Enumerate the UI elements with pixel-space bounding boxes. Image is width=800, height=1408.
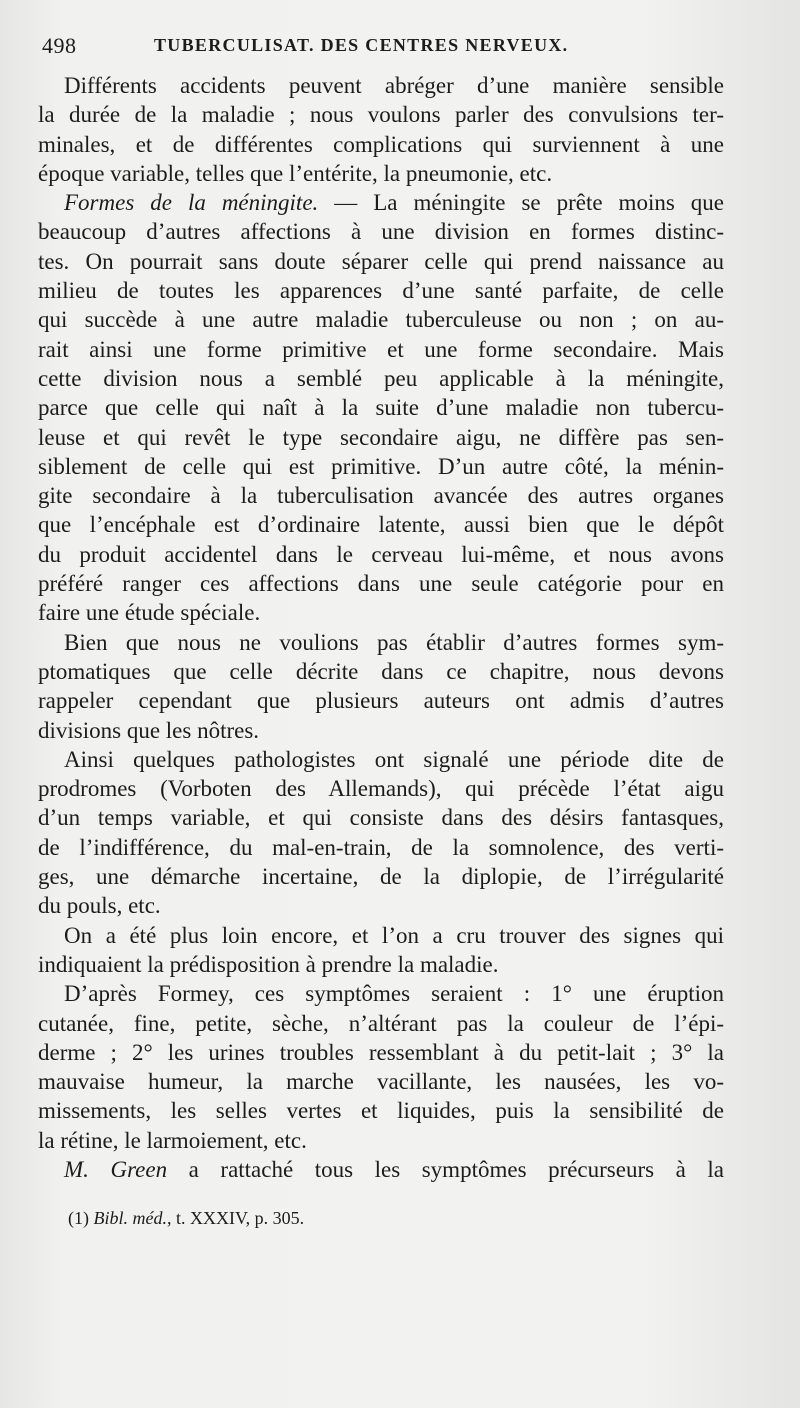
text-line: cutanée, fine, petite, sèche, n’altérant pas la couleur de l’épi- [38, 1010, 724, 1036]
text-line: indiquaient la prédisposition à prendre la maladie. [38, 951, 499, 977]
text-line: prodromes (Vorboten des Allemands), qui précède l’état aigu [38, 776, 724, 802]
text-line: leuse et qui revêt le type secondaire aigu, ne diffère pas sen- [38, 424, 724, 450]
page-header [42, 33, 722, 63]
text-line: tes. On pourrait sans doute séparer celle qui prend naissance au [38, 248, 724, 274]
text-line: siblement de celle qui est primitive. D’un autre côté, la ménin- [38, 453, 724, 479]
footnote-marker: (1) [68, 1208, 89, 1228]
text-line: rappeler cependant que plusieurs auteurs ont admis d’autres [38, 688, 724, 714]
text-line: mauvaise humeur, la marche vacillante, les nausées, les vo- [38, 1069, 724, 1095]
footnote [68, 1208, 304, 1229]
text-line: ptomatiques que celle décrite dans ce chapitre, nous devons [38, 658, 724, 684]
italic-phrase: M. Green [64, 1156, 168, 1182]
text-line: Ainsi quelques pathologistes ont signalé une période dite de [64, 746, 724, 772]
text-line: rait ainsi une forme primitive et une forme secondaire. Mais [38, 336, 724, 362]
running-title: TUBERCULISAT. DES CENTRES NERVEUX. [154, 35, 569, 55]
text-line: parce que celle qui naît à la suite d’une maladie non tubercu- [38, 395, 724, 421]
text-line: du pouls, etc. [38, 893, 161, 919]
text-line: D’après Formey, ces symptômes seraient : 1° une éruption [64, 981, 724, 1007]
text-line: milieu de toutes les apparences d’une santé parfaite, de celle [38, 278, 724, 304]
text-line: divisions que les nôtres. [38, 717, 260, 743]
text-line: d’un temps variable, et qui consiste dans des désirs fantasques, [38, 805, 724, 831]
text-line: gite secondaire à la tuberculisation avancée des autres organes [38, 483, 724, 509]
text-line: époque variable, telles que l’entérite, la pneumonie, etc. [38, 160, 553, 186]
text-line: Bien que nous ne voulions pas établir d’autres formes sym- [64, 629, 724, 655]
text-line: beaucoup d’autres affections à une division en formes distinc- [38, 219, 724, 245]
text-line: minales, et de différentes complications qui surviennent à une [38, 131, 724, 157]
text-line: préféré ranger ces affections dans une seule catégorie pour en [38, 571, 724, 597]
text-line: Formes de la méningite. — La méningite se prête moins que [64, 190, 724, 216]
text-line: derme ; 2° les urines troubles ressemblant à du petit-lait ; 3° la [38, 1039, 724, 1065]
text-line: la durée de la maladie ; nous voulons parler des convulsions ter- [38, 102, 724, 128]
italic-phrase: Formes de la méningite. [64, 190, 319, 216]
text-line: du produit accidentel dans le cerveau lui-même, et nous avons [38, 541, 724, 567]
text-line: de l’indifférence, du mal-en-train, de la somnolence, des verti- [38, 834, 724, 860]
page-number: 498 [42, 33, 77, 58]
text-line: ges, une démarche incertaine, de la diplopie, de l’irrégularité [38, 864, 724, 890]
text-line: missements, les selles vertes et liquides, puis la sensibilité de [38, 1098, 724, 1124]
body-text [38, 71, 724, 1184]
text-line: faire une étude spéciale. [38, 600, 261, 626]
text-line: la rétine, le larmoiement, etc. [38, 1127, 307, 1153]
text-line: qui succède à une autre maladie tuberculeuse ou non ; on au- [38, 307, 724, 333]
text-line: M. Green a rattaché tous les symptômes précurseurs à la [64, 1156, 724, 1182]
text-line: cette division nous a semblé peu applicable à la méningite, [38, 365, 724, 391]
footnote-source: Bibl. méd. [93, 1208, 167, 1228]
text-line: que l’encéphale est d’ordinaire latente, aussi bien que le dépôt [38, 512, 724, 538]
text-line: Différents accidents peuvent abréger d’une manière sensible [64, 73, 724, 98]
text-line: On a été plus loin encore, et l’on a cru trouver des signes qui [64, 922, 724, 948]
footnote-reference: , t. XXXIV, p. 305. [167, 1208, 305, 1228]
